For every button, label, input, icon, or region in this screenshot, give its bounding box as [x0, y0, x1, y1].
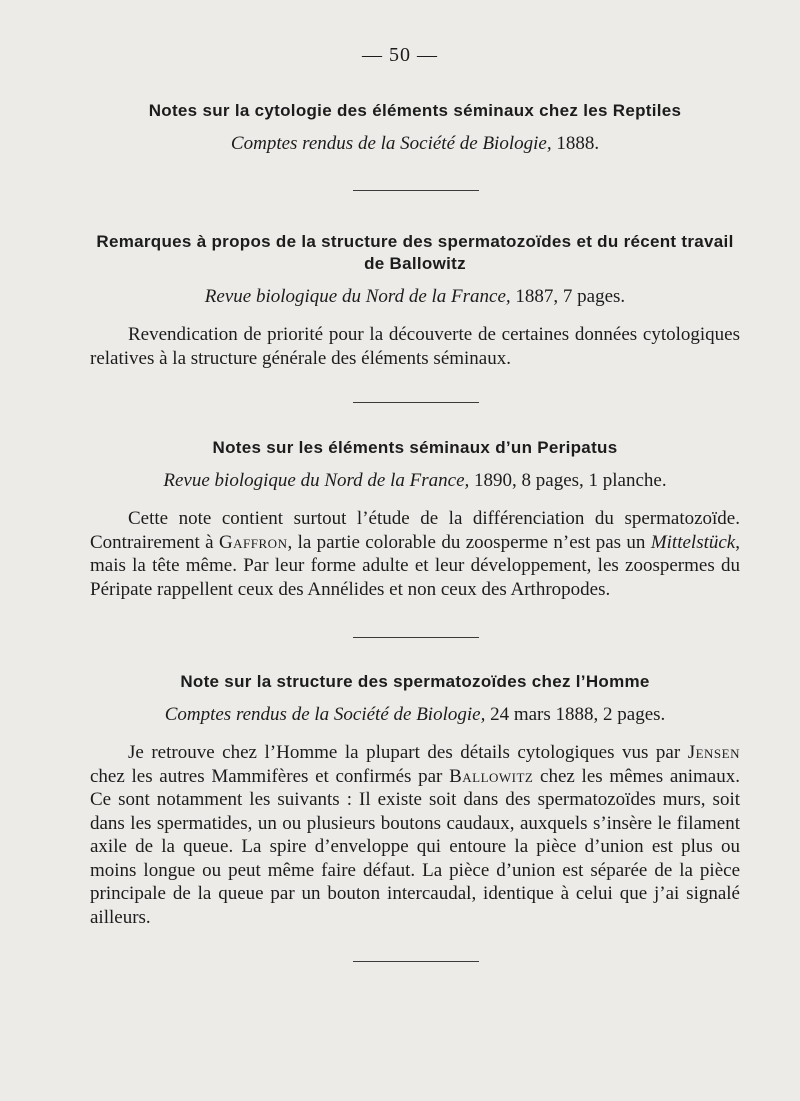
section-title: Notes sur les éléments séminaux d’un Peripatus: [212, 438, 618, 457]
section-citation: [90, 132, 740, 156]
author-name: Jensen: [687, 742, 740, 763]
body-text: chez les mêmes animaux. Ce sont notamment les suivants : Il existe soit dans des spermatozoïdes murs, soit dans les spermatides, un ou plusieurs boutons caudaux, auxquels s’insère le filament axile de la queue. La spire d’enveloppe qui entoure la pièce d’union est plus ou moins longue ou peut même faire défaut. La pièce d’union est séparée de la pièce principale de la queue par un bouton intercaudal, identique à celui que j’ai signalé ailleurs.: [90, 765, 740, 928]
body-text: chez les autres Mammifères et confirmés par: [90, 765, 450, 787]
section-divider: [353, 961, 479, 962]
section-ballowitz: [90, 231, 740, 370]
section-divider: [353, 190, 479, 191]
citation-source: Revue biologique du Nord de la France,: [204, 286, 511, 307]
body-text: , mais la tête même. Par leur forme adulte et leur développement, les zoospermes du Péripate rappellent ceux des Annélides et non ceux des Arthropodes.: [90, 531, 740, 600]
section-body: [90, 507, 740, 601]
section-reptiles: [90, 100, 740, 156]
body-text: Je retrouve chez l’Homme la plupart des détails cytologiques vus par: [128, 742, 688, 763]
author-name: Ballowitz: [449, 765, 534, 787]
page-number: — 50 —: [362, 44, 438, 66]
italic-term: Mittelstück: [650, 531, 736, 553]
section-title: Note sur la structure des spermatozoïdes chez l’Homme: [180, 672, 650, 691]
section-divider: [353, 402, 479, 403]
author-name: Gaffron: [218, 531, 288, 553]
citation-details: 1887, 7 pages.: [510, 286, 626, 307]
section-citation: [90, 703, 740, 727]
body-text: Cette note contient surtout l’étude de la différenciation du spermatozoïde. Contrairement à: [90, 508, 740, 553]
section-citation: [90, 285, 740, 309]
citation-source: Revue biologique du Nord de la France,: [163, 470, 470, 491]
section-homme: [90, 671, 740, 929]
section-peripatus: [90, 437, 740, 601]
section-title: Notes sur la cytologie des éléments séminaux chez les Reptiles: [148, 101, 682, 120]
body-text: , la partie colorable du zoosperme n’est pas un: [287, 531, 651, 553]
section-body: Revendication de priorité pour la découverte de certaines données cytologiques relatives à la structure générale des éléments séminaux.: [90, 324, 740, 369]
citation-details: 1890, 8 pages, 1 planche.: [469, 470, 667, 491]
section-title: Remarques à propos de la structure des spermatozoïdes et du récent travail de Ballowitz: [96, 232, 734, 273]
section-body: [90, 741, 740, 929]
citation-source: Comptes rendus de la Société de Biologie,: [164, 704, 486, 725]
citation-details: 24 mars 1888, 2 pages.: [485, 704, 666, 725]
citation-source: Comptes rendus de la Société de Biologie,: [230, 133, 552, 154]
section-citation: [90, 469, 740, 493]
section-divider: [353, 637, 479, 638]
citation-details: 1888.: [551, 133, 600, 154]
